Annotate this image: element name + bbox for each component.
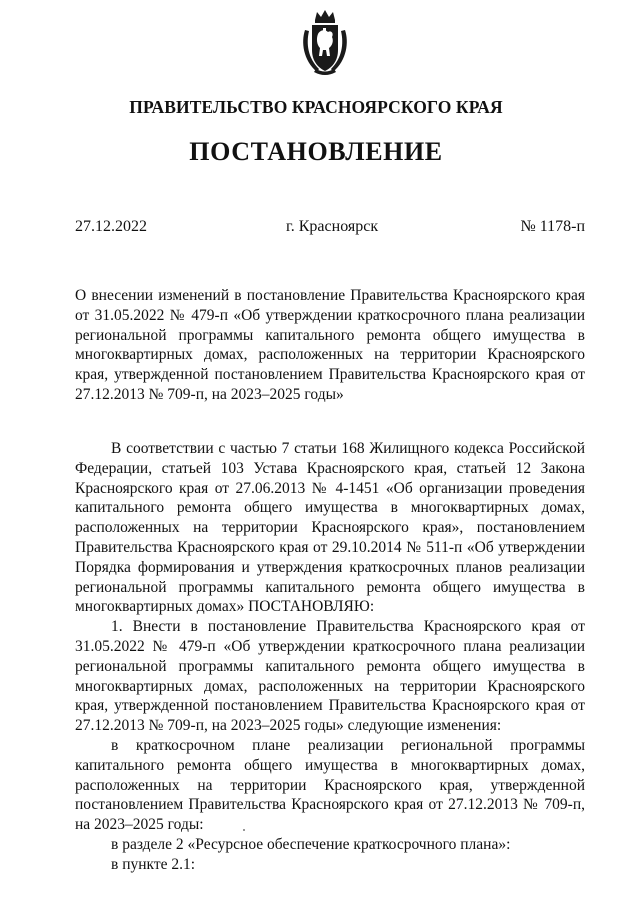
coat-of-arms-emblem bbox=[299, 8, 351, 78]
document-body bbox=[75, 439, 585, 875]
document-type-title: ПОСТАНОВЛЕНИЕ bbox=[189, 137, 443, 166]
document-date: 27.12.2022 bbox=[75, 218, 147, 235]
document-subject: О внесении изменений в постановление Правительства Красноярского края от 31.05.2022 № 479-п «Об утверждении краткосрочного плана реализации региональной программы капитального ремонта общего имущества в многоквартирных домах, расположенных на территории Красноярского края, утвержденной постановлением Правительства Красноярского края от 27.12.2013 № 709-п, на 2023–2025 годы» bbox=[75, 287, 585, 403]
section-2-paragraph: в разделе 2 «Ресурсное обеспечение краткосрочного плана»: bbox=[111, 835, 511, 853]
item-1-sub-paragraph: в краткосрочном плане реализации региональной программы капитального ремонта общего имущества в многоквартирных домах, расположенных на территории Красноярского края, утвержденной постановлением Правительства Красноярского края от 27.12.2013 № 709-п, на 2023–2025 годы: bbox=[75, 736, 585, 834]
document-city: г. Красноярск bbox=[286, 218, 379, 235]
document-number: № 1178-п bbox=[520, 218, 585, 235]
scan-speck bbox=[243, 829, 245, 831]
government-name: ПРАВИТЕЛЬСТВО КРАСНОЯРСКОГО КРАЯ bbox=[129, 97, 503, 117]
item-1-paragraph: 1. Внести в постановление Правительства Красноярского края от 31.05.2022 № 479-п «Об утверждении краткосрочного плана реализации региональной программы капитального ремонта общего имущества в многоквартирных домах, расположенных на территории Красноярского края, утвержденной постановлением Правительства Красноярского края от 27.12.2013 № 709-п, на 2023–2025 годы» следующие изменения: bbox=[75, 618, 585, 735]
preamble-paragraph: В соответствии с частью 7 статьи 168 Жилищного кодекса Российской Федерации, статьей 103 Устава Красноярского края, статьей 12 Закона Красноярского края от 27.06.2013 № 4-1451 «Об организации проведения капитального ремонта общего имущества в многоквартирных домах, расположенных на территории Красноярского края», постановлением Правительства Красноярского края от 29.10.2014 № 511-п «Об утверждении Порядка формирования и утверждения краткосрочных планов реализации региональной программы капитального ремонта общего имущества в многоквартирных домах» ПОСТАНОВЛЯЮ: bbox=[75, 440, 585, 616]
point-2-1-paragraph: в пункте 2.1: bbox=[111, 855, 196, 873]
